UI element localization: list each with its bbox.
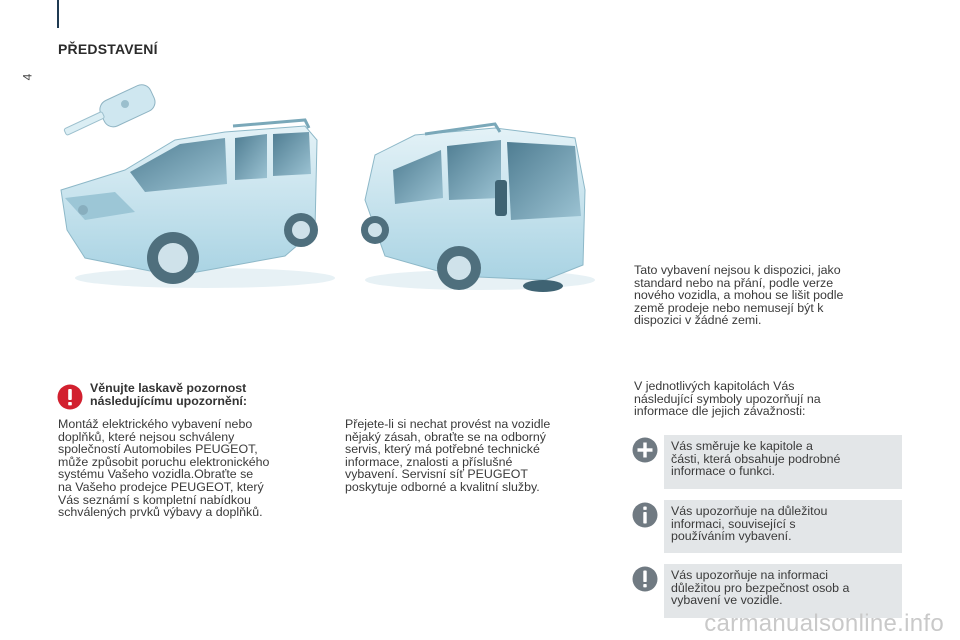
vehicle-illustration: [55, 80, 600, 300]
chapter-marker-bar: [57, 0, 59, 28]
symbol-warning-description: Vás upozorňuje na informaci důležitou pro bezpečnost osob a vybavení ve vozidle.: [664, 564, 902, 618]
symbol-plus-description: Vás směruje ke kapitole a části, která obsahuje podrobné informace o funkci.: [664, 435, 902, 489]
rear-vehicle-view: [361, 124, 595, 292]
watermark: carmanualsonline.info: [704, 610, 944, 637]
warning-text: Montáž elektrického vybavení nebo doplňků, které nejsou schváleny společností Automobiles PEUGEOT, může způsobit poruchu elektronického systému Vašeho vozidla.Obraťte se na Vašeho prodejce PEUGEOT, který Vás seznámí s kompletní nabídkou schválených prvků výbavy a doplňků.: [58, 417, 270, 520]
symbol-info-description: Vás upozorňuje na důležitou informaci, související s používáním vybavení.: [664, 500, 902, 553]
info-icon: [632, 502, 658, 528]
front-vehicle-view: [61, 120, 335, 288]
availability-note: Tato vybavení nejsou k dispozici, jako standard nebo na přání, podle verze nového vozidla, a mohou se lišit podle země prodeje nebo nemusejí být k dispozici v žádné zemi.: [634, 263, 844, 328]
plus-icon: [632, 437, 658, 463]
page-title: PŘEDSTAVENÍ: [58, 41, 158, 57]
warning-exclamation-icon: [57, 384, 83, 410]
symbols-intro: V jednotlivých kapitolách Vás následující symboly upozorňují na informace dle jejich závažnosti:: [634, 379, 821, 419]
page-number: 4: [20, 73, 35, 81]
service-text: Přejete-li si nechat provést na vozidle nějaký zásah, obraťte se na odborný servis, který má potřebné technické informace, znalosti a příslušné vybavení. Servisní síť PEUGEOT poskytuje odborné a kvalitní služby.: [345, 417, 551, 494]
key-fob-icon: [64, 81, 159, 135]
caution-exclamation-icon: [632, 566, 658, 592]
warning-heading: Věnujte laskavě pozornost následujícímu upozornění:: [90, 381, 247, 408]
